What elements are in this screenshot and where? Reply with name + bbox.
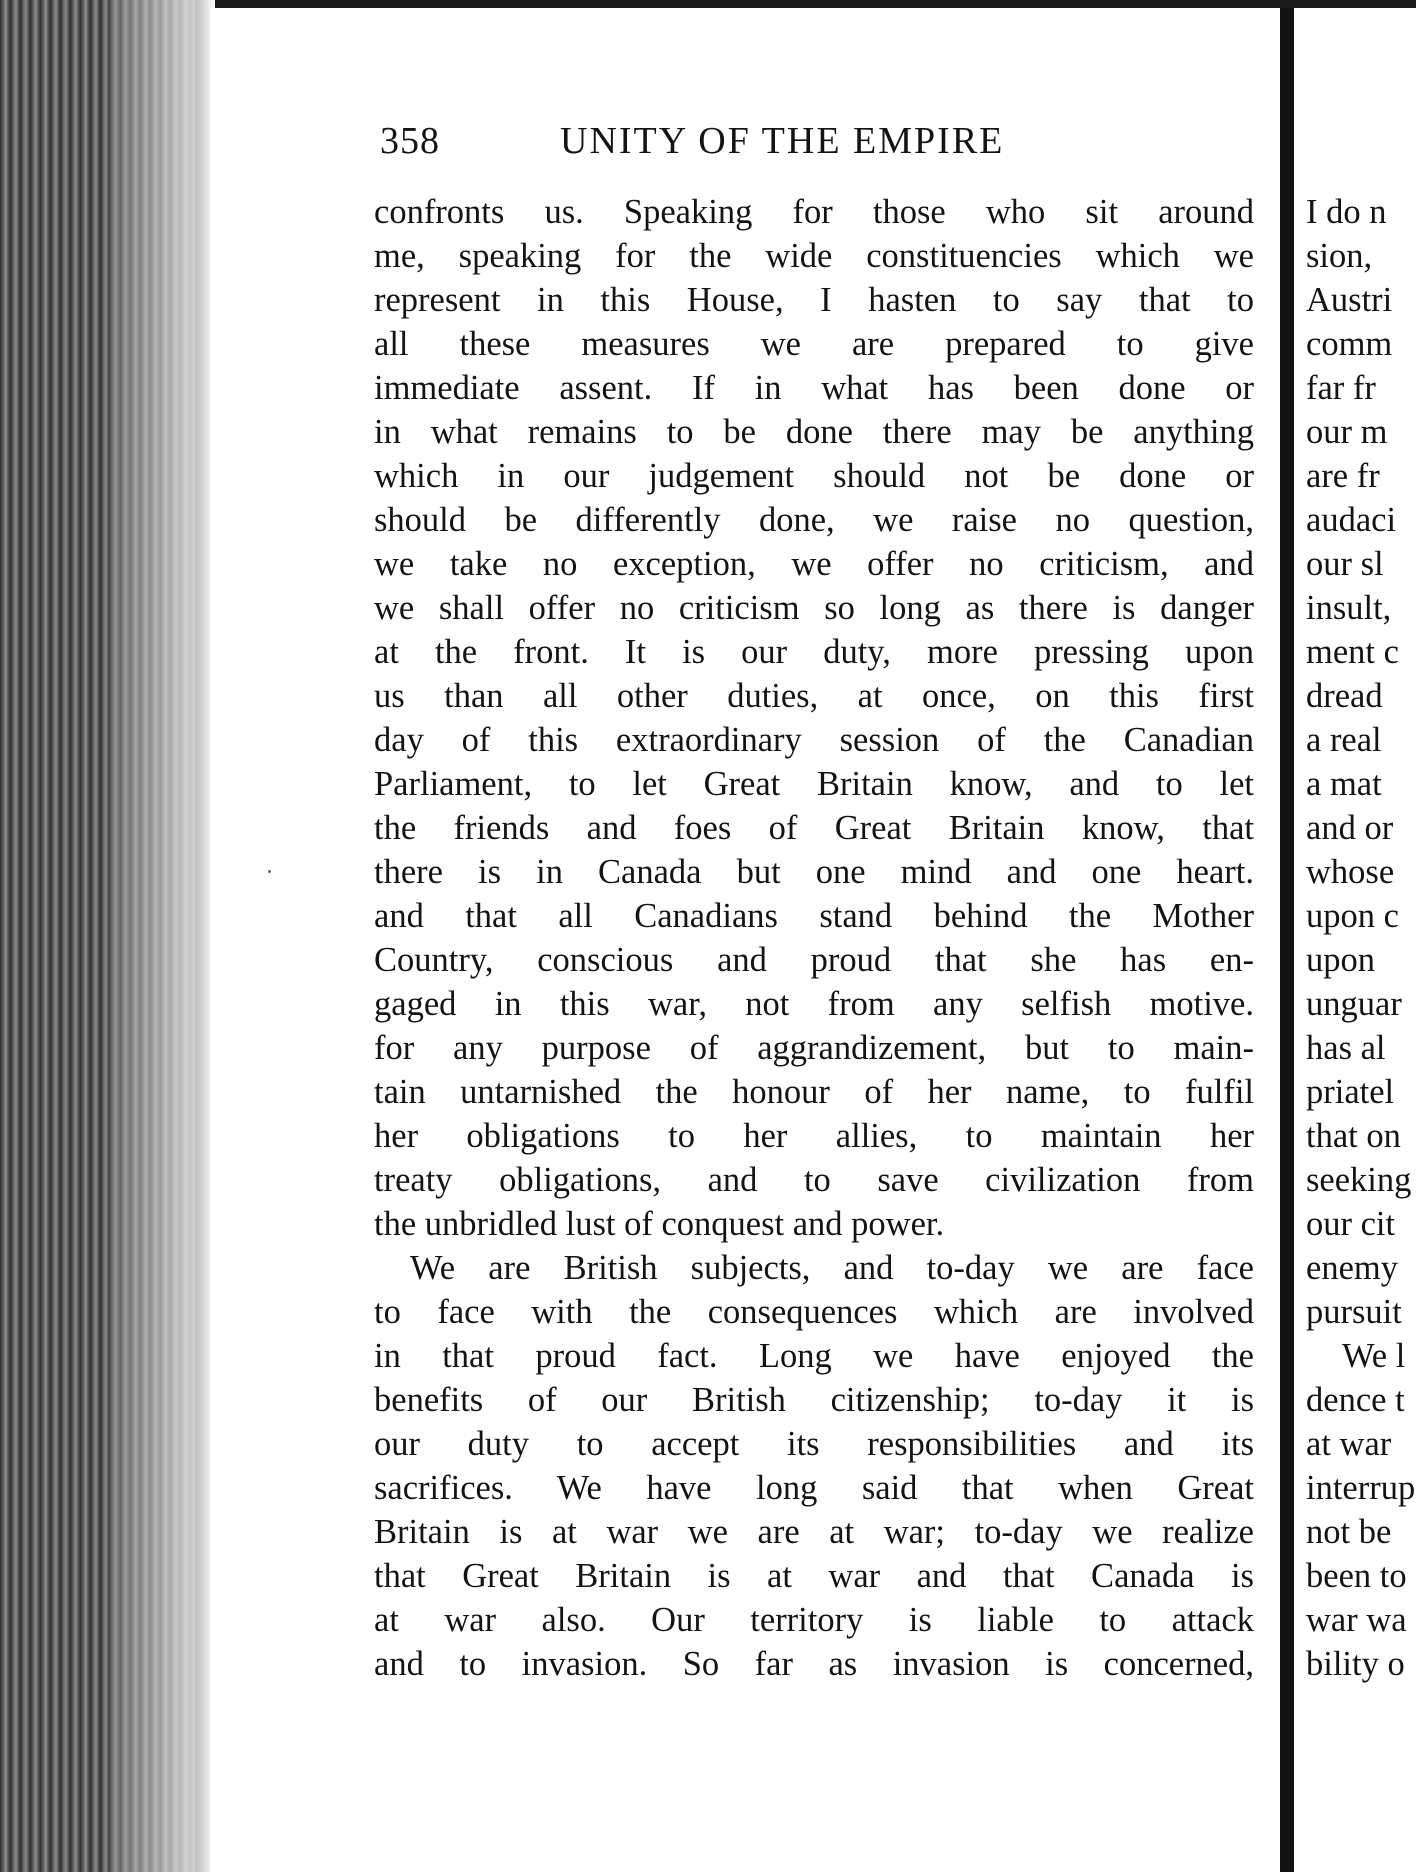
- paragraph-last-line: the unbridled lust of conquest and power.: [374, 1205, 945, 1243]
- text-line: that on: [1306, 1117, 1401, 1155]
- text-line: been to: [1306, 1557, 1407, 1595]
- text-line: at war also. Our territory is liable to attack: [374, 1601, 1254, 1639]
- text-line: me, speaking for the wide constituencies which we: [374, 237, 1254, 275]
- text-line: and or: [1306, 809, 1394, 847]
- text-line: are fr: [1306, 457, 1380, 495]
- text-line: treaty obligations, and to save civilization from: [374, 1161, 1254, 1199]
- book-page-edges: [0, 0, 210, 1872]
- text-line: that Great Britain is at war and that Canada is: [374, 1557, 1254, 1595]
- ink-speck: [268, 870, 271, 873]
- text-line: which in our judgement should not be done or: [374, 457, 1254, 495]
- left-page-text: [374, 190, 1254, 1686]
- text-line: immediate assent. If in what has been done or: [374, 369, 1254, 407]
- text-line: our duty to accept its responsibilities and its: [374, 1425, 1254, 1463]
- text-line: there is in Canada but one mind and one heart.: [374, 853, 1254, 891]
- text-line: her obligations to her allies, to maintain her: [374, 1117, 1254, 1155]
- text-line: in what remains to be done there may be anything: [374, 413, 1254, 451]
- text-line: should be differently done, we raise no question,: [374, 501, 1254, 539]
- paragraph-first-line: We are British subjects, and to-day we are face: [410, 1249, 1254, 1287]
- text-line: dence t: [1306, 1381, 1405, 1419]
- paragraph-first-line: We l: [1342, 1337, 1406, 1375]
- text-line: confronts us. Speaking for those who sit around: [374, 193, 1254, 231]
- text-line: a real: [1306, 721, 1382, 759]
- text-line: to face with the consequences which are involved: [374, 1293, 1254, 1331]
- text-line: at the front. It is our duty, more pressing upon: [374, 633, 1254, 671]
- book-spine: [1280, 8, 1294, 1872]
- text-line: dread: [1306, 677, 1383, 715]
- text-line: Parliament, to let Great Britain know, and to let: [374, 765, 1254, 803]
- text-line: upon: [1306, 941, 1375, 979]
- running-title: UNITY OF THE EMPIRE: [560, 120, 1005, 162]
- page-number: 358: [380, 120, 440, 162]
- text-line: war wa: [1306, 1601, 1407, 1639]
- text-line: in that proud fact. Long we have enjoyed the: [374, 1337, 1254, 1375]
- running-head: [380, 116, 1090, 166]
- text-line: we shall offer no criticism so long as there is danger: [374, 589, 1254, 627]
- text-line: and to invasion. So far as invasion is concerned,: [374, 1645, 1254, 1683]
- text-line: sacrifices. We have long said that when Great: [374, 1469, 1254, 1507]
- text-line: insult,: [1306, 589, 1392, 627]
- text-line: for any purpose of aggrandizement, but to main-: [374, 1029, 1254, 1067]
- text-line: our sl: [1306, 545, 1384, 583]
- text-line: bility o: [1306, 1645, 1405, 1683]
- text-line: far fr: [1306, 369, 1376, 407]
- text-line: interrup: [1306, 1469, 1416, 1507]
- text-line: not be: [1306, 1513, 1392, 1551]
- text-line: comm: [1306, 325, 1393, 363]
- text-line: priatel: [1306, 1073, 1395, 1111]
- text-line: has al: [1306, 1029, 1386, 1067]
- text-line: and that all Canadians stand behind the Mother: [374, 897, 1254, 935]
- text-line: our m: [1306, 413, 1388, 451]
- text-line: whose: [1306, 853, 1395, 891]
- right-page-text: [1306, 190, 1416, 1686]
- text-line: seeking: [1306, 1161, 1412, 1199]
- text-line: we take no exception, we offer no criticism, and: [374, 545, 1254, 583]
- text-line: at war: [1306, 1425, 1392, 1463]
- text-line: upon c: [1306, 897, 1399, 935]
- text-line: gaged in this war, not from any selfish motive.: [374, 985, 1254, 1023]
- text-line: us than all other duties, at once, on this first: [374, 677, 1254, 715]
- text-line: unguar: [1306, 985, 1402, 1023]
- text-line: sion,: [1306, 237, 1373, 275]
- text-line: the friends and foes of Great Britain know, that: [374, 809, 1254, 847]
- text-line: Country, conscious and proud that she has en-: [374, 941, 1254, 979]
- text-line: all these measures we are prepared to give: [374, 325, 1254, 363]
- text-line: represent in this House, I hasten to say that to: [374, 281, 1254, 319]
- text-line: our cit: [1306, 1205, 1396, 1243]
- text-line: a mat: [1306, 765, 1382, 803]
- text-line: pursuit: [1306, 1293, 1402, 1331]
- text-line: benefits of our British citizenship; to-day it is: [374, 1381, 1254, 1419]
- text-line: I do n: [1306, 193, 1387, 231]
- text-line: day of this extraordinary session of the Canadian: [374, 721, 1254, 759]
- text-line: Austri: [1306, 281, 1393, 319]
- text-line: ment c: [1306, 633, 1399, 671]
- text-line: tain untarnished the honour of her name, to fulfil: [374, 1073, 1254, 1111]
- text-line: audaci: [1306, 501, 1397, 539]
- text-line: Britain is at war we are at war; to-day we realize: [374, 1513, 1254, 1551]
- text-line: enemy: [1306, 1249, 1398, 1287]
